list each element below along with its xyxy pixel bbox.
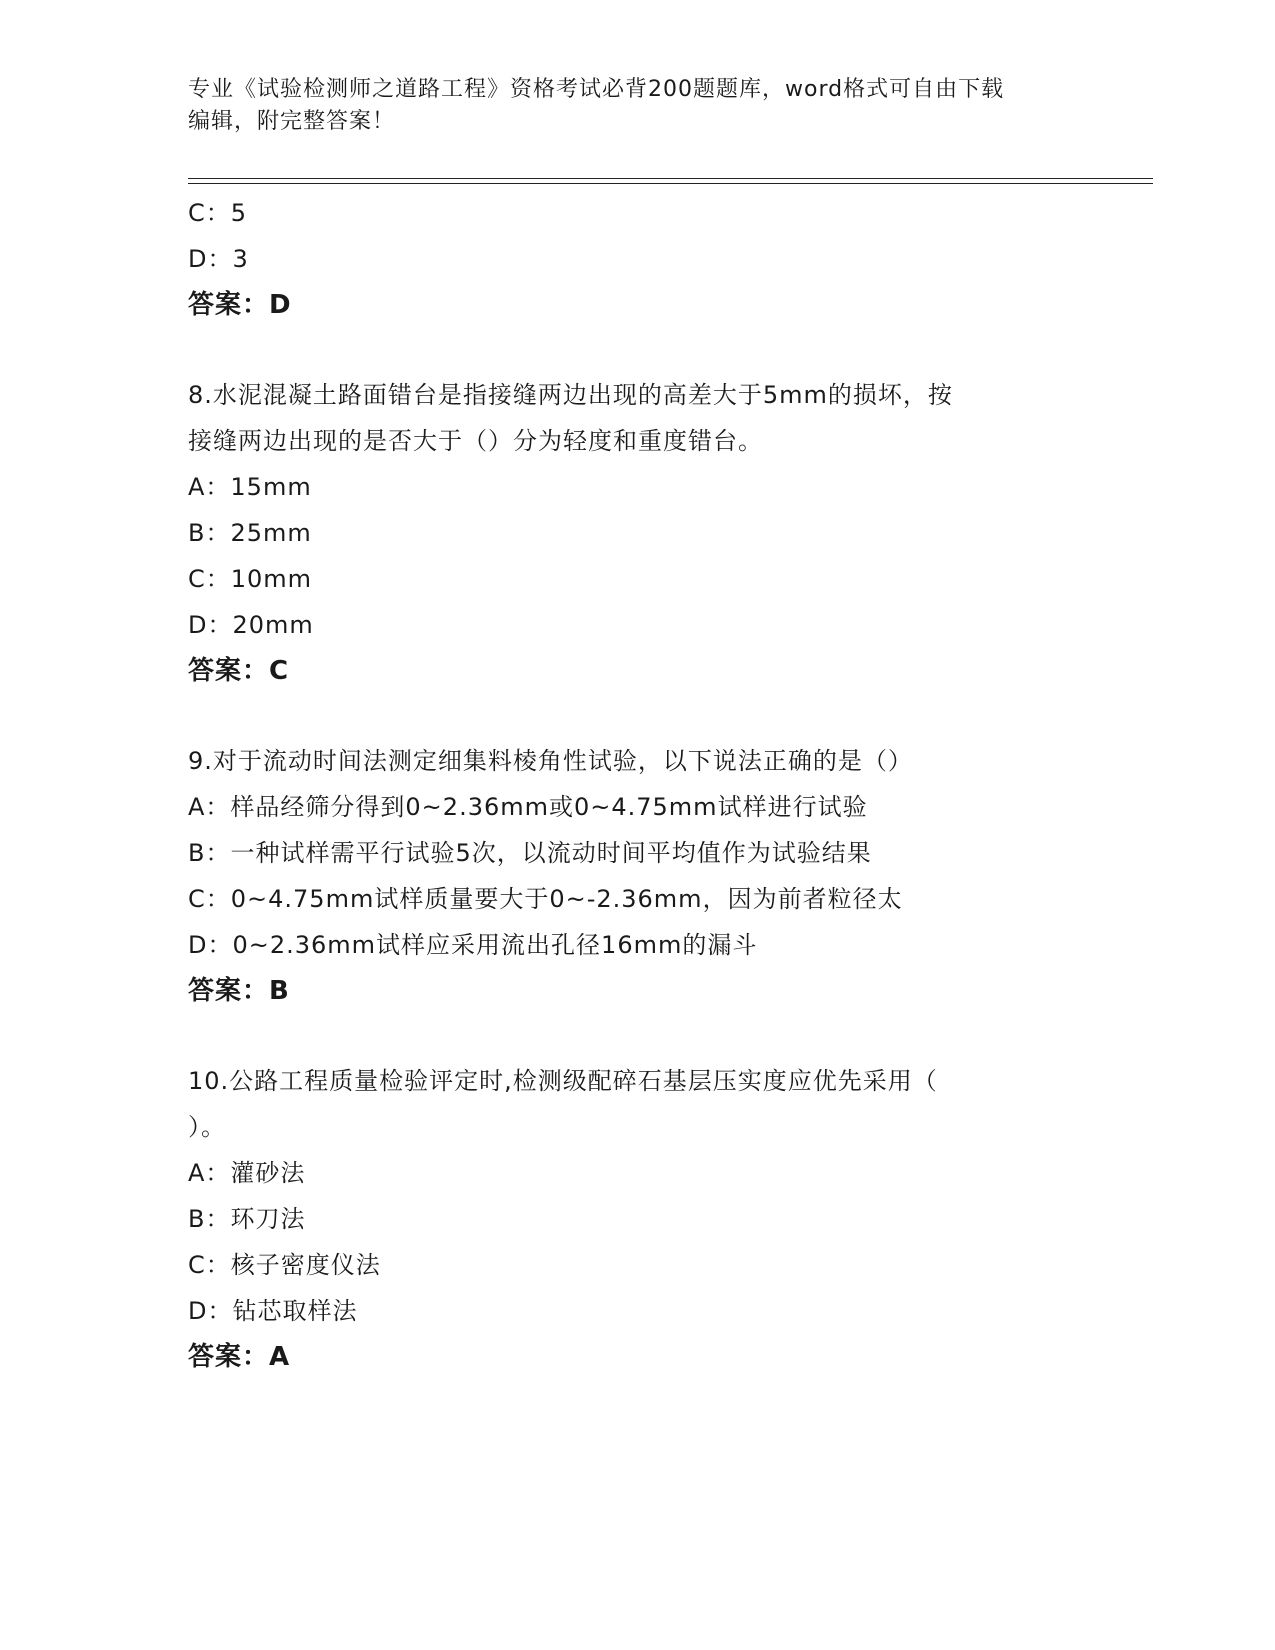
document-body: [188, 190, 1088, 1380]
spacer: [188, 1014, 1088, 1058]
option-c: C：10mm: [188, 565, 313, 593]
option-a: A：灌砂法: [188, 1159, 306, 1187]
question-block-7: [188, 190, 1088, 328]
header-divider-bottom: [188, 183, 1153, 184]
option-d: D：3: [188, 245, 249, 273]
answer-line: 答案：A: [188, 1342, 291, 1372]
option-c: C：5: [188, 199, 248, 227]
question-line: 9.对于流动时间法测定细集料棱角性试验，以下说法正确的是（）: [188, 747, 913, 775]
option-d: D：0~2.36mm试样应采用流出孔径16mm的漏斗: [188, 931, 758, 959]
question-line: 接缝两边出现的是否大于（）分为轻度和重度错台。: [188, 427, 763, 455]
question-text: [188, 738, 1088, 784]
question-block-8: [188, 372, 1088, 694]
option-c: C：0~4.75mm试样质量要大于0~-2.36mm，因为前者粒径太: [188, 885, 903, 913]
option-a: A：15mm: [188, 473, 312, 501]
answer-line: 答案：D: [188, 290, 292, 320]
header-line-2: 编辑，附完整答案！: [188, 109, 396, 134]
option-b: B：环刀法: [188, 1205, 306, 1233]
spacer: [188, 328, 1088, 372]
question-block-9: [188, 738, 1088, 1014]
answer-line: 答案：B: [188, 976, 290, 1006]
spacer: [188, 694, 1088, 738]
question-line: 8.水泥混凝土路面错台是指接缝两边出现的高差大于5mm的损坏，按: [188, 381, 953, 409]
question-line: ）。: [188, 1113, 226, 1141]
option-a: A：样品经筛分得到0~2.36mm或0~4.75mm试样进行试验: [188, 793, 868, 821]
question-text: [188, 372, 1088, 464]
question-text: [188, 1058, 1088, 1150]
document-header: [188, 74, 1088, 138]
question-block-10: [188, 1058, 1088, 1380]
question-line: 10.公路工程质量检验评定时,检测级配碎石基层压实度应优先采用（: [188, 1067, 938, 1095]
option-c: C：核子密度仪法: [188, 1251, 381, 1279]
header-line-1: 专业《试验检测师之道路工程》资格考试必背200题题库，word格式可自由下载: [188, 77, 1005, 102]
answer-line: 答案：C: [188, 656, 290, 686]
option-d: D：20mm: [188, 611, 314, 639]
option-d: D：钻芯取样法: [188, 1297, 358, 1325]
header-divider-top: [188, 178, 1153, 179]
option-b: B：25mm: [188, 519, 312, 547]
option-b: B：一种试样需平行试验5次，以流动时间平均值作为试验结果: [188, 839, 872, 867]
